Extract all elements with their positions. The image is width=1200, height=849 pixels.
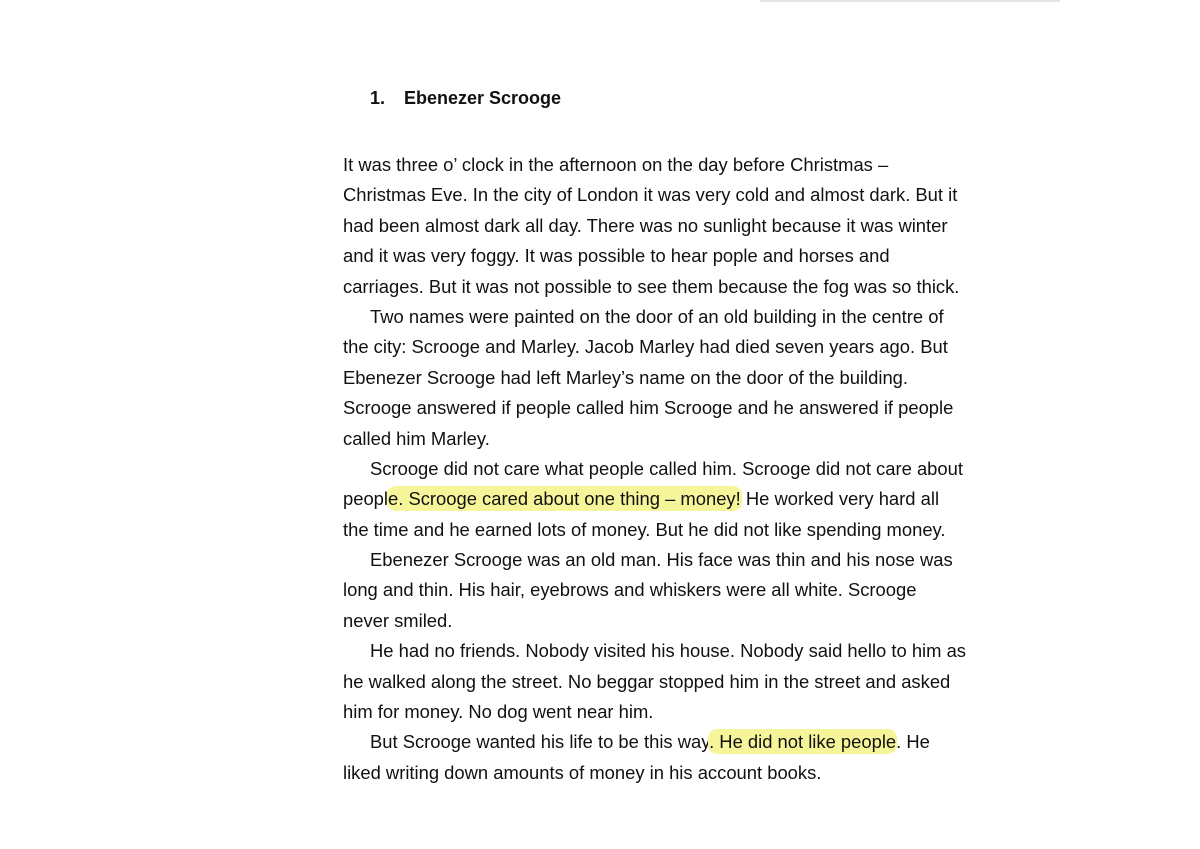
text-line-with-highlight bbox=[343, 484, 1003, 514]
chapter-title: Ebenezer Scrooge bbox=[404, 88, 562, 108]
highlighted-text: e. Scrooge cared about one thing – money! bbox=[388, 488, 741, 510]
text-line: Two names were painted on the door of an old building in the centre of bbox=[370, 305, 944, 327]
text-segment: But Scrooge wanted his life to be this way bbox=[370, 731, 710, 753]
text-line-with-highlight bbox=[343, 727, 1003, 757]
text-line: He had no friends. Nobody visited his house. Nobody said hello to him as bbox=[370, 640, 966, 662]
text-segment: . He bbox=[896, 731, 930, 753]
text-line: he walked along the street. No beggar stopped him in the street and asked bbox=[343, 670, 951, 692]
text-line: called him Marley. bbox=[343, 427, 490, 449]
highlighted-text: . He did not like people bbox=[709, 731, 897, 753]
page-top-edge bbox=[760, 0, 1060, 2]
paragraph-5 bbox=[343, 636, 1003, 727]
text-line: the time and he earned lots of money. But he did not like spending money. bbox=[343, 518, 946, 540]
text-segment: peopl bbox=[343, 488, 388, 510]
paragraph-4 bbox=[343, 545, 1003, 636]
text-line: Ebenezer Scrooge was an old man. His face was thin and his nose was bbox=[370, 549, 953, 571]
chapter-number: 1. bbox=[370, 88, 386, 108]
text-line: Scrooge did not care what people called him. Scrooge did not care about bbox=[370, 457, 963, 479]
text-line: carriages. But it was not possible to see them because the fog was so thick. bbox=[343, 275, 960, 297]
paragraph-2 bbox=[343, 302, 1003, 454]
text-line: Ebenezer Scrooge had left Marley’s name on the door of the building. bbox=[343, 366, 909, 388]
paragraph-6 bbox=[343, 727, 1003, 788]
text-segment: He worked very hard all bbox=[740, 488, 940, 510]
text-line: Scrooge answered if people called him Scrooge and he answered if people bbox=[343, 397, 954, 419]
document-page bbox=[343, 84, 1003, 788]
text-line: liked writing down amounts of money in his account books. bbox=[343, 761, 822, 783]
text-line: long and thin. His hair, eyebrows and whiskers were all white. Scrooge bbox=[343, 579, 917, 601]
chapter-heading bbox=[370, 84, 1003, 112]
paragraph-1 bbox=[343, 150, 1003, 302]
chapter-body bbox=[343, 150, 1003, 788]
text-line: It was three o’ clock in the afternoon on the day before Christmas – bbox=[343, 154, 889, 175]
paragraph-3 bbox=[343, 454, 1003, 545]
text-line: and it was very foggy. It was possible to hear pople and horses and bbox=[343, 245, 890, 267]
text-line: him for money. No dog went near him. bbox=[343, 701, 654, 723]
text-line: Christmas Eve. In the city of London it was very cold and almost dark. But it bbox=[343, 184, 958, 206]
text-line: never smiled. bbox=[343, 609, 453, 631]
text-line: had been almost dark all day. There was no sunlight because it was winter bbox=[343, 214, 948, 236]
text-line: the city: Scrooge and Marley. Jacob Marley had died seven years ago. But bbox=[343, 336, 948, 358]
